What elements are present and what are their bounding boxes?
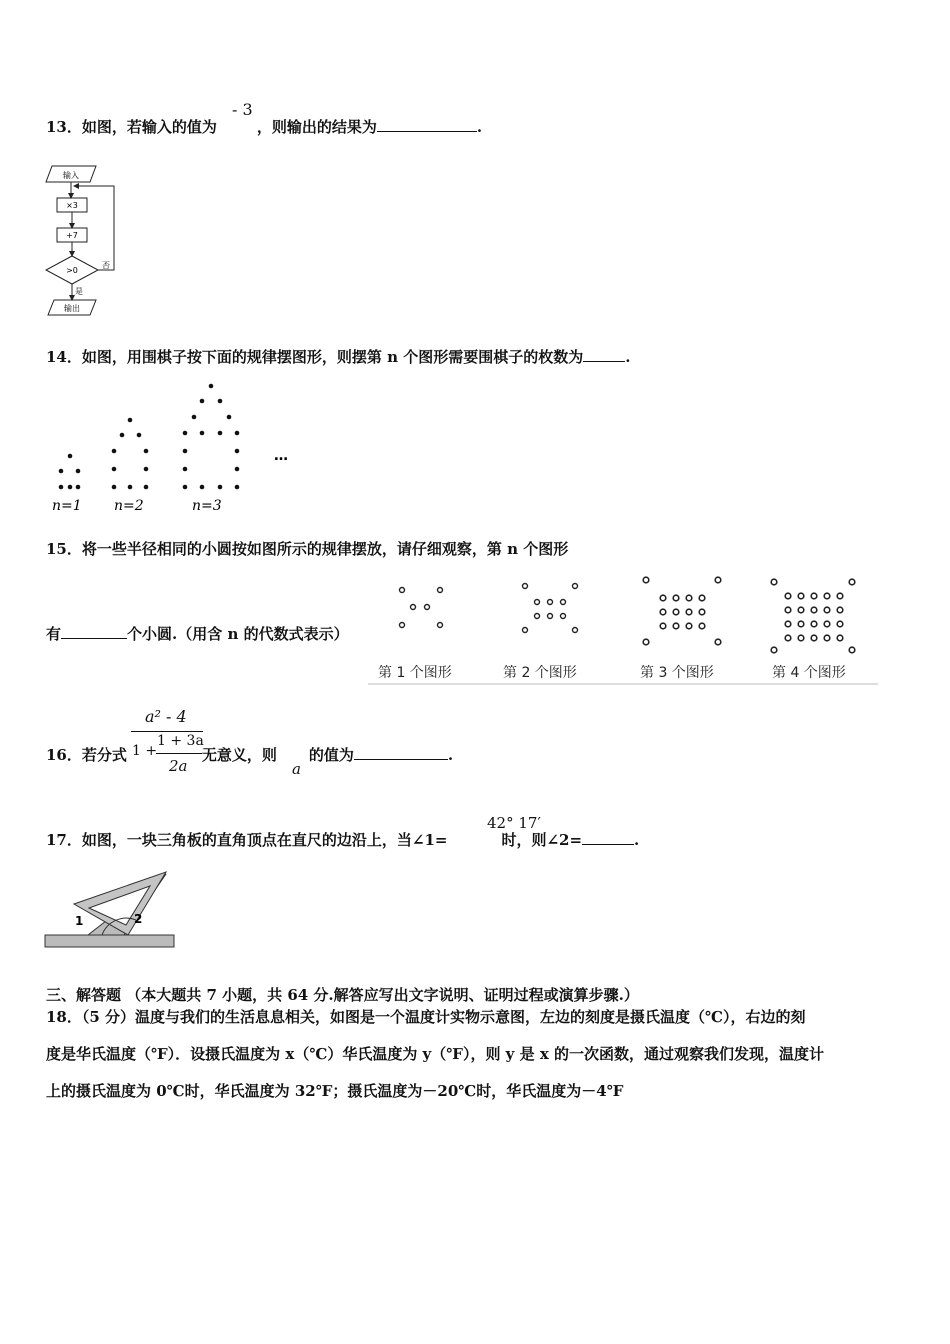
question-16: [46, 744, 453, 765]
q15-caption-1: 第 1 个图形: [378, 665, 452, 681]
section-3-title: 三、解答题 （本大题共 7 小题，共 64 分.解答应写出文字说明、证明过程或演算步骤.）: [46, 986, 639, 1004]
q14-label-n3: n=3: [192, 498, 222, 514]
circle-pattern-4: [771, 579, 855, 653]
q14-figure: [44, 378, 304, 518]
q15-answer-blank[interactable]: [61, 624, 127, 639]
question-14: [46, 346, 630, 367]
q16-end: .: [447, 746, 454, 764]
q16-var: a: [292, 760, 301, 778]
q17-end: .: [634, 831, 640, 849]
q15-figure: [368, 572, 880, 688]
q13-input-value: - 3: [232, 100, 253, 119]
q14-end: .: [625, 348, 631, 366]
go-pattern-n1: [59, 454, 81, 490]
flow-output-label: 输出: [64, 304, 80, 313]
flow-input-label: 输入: [63, 171, 79, 180]
q17-answer-blank[interactable]: [582, 830, 634, 845]
q16-numerator: a² - 4: [145, 707, 187, 726]
q16-main-bar: [131, 731, 203, 732]
q17-suffix: 时，则∠2=: [501, 831, 583, 849]
flow-multiply-label: ×3: [66, 201, 78, 210]
question-15-line1: 15．将一些半径相同的小圆按如图所示的规律摆放，请仔细观察，第 n 个图形: [46, 540, 569, 558]
ruler: [45, 935, 174, 947]
angle-2-label: 2: [134, 912, 143, 926]
q16-inner-denominator: 2a: [169, 757, 188, 775]
q13-answer-blank[interactable]: [377, 117, 477, 132]
q16-inner-numerator: 1 + 3a: [157, 733, 204, 749]
q17-figure: [44, 868, 178, 952]
flow-add-label: +7: [66, 231, 78, 240]
q16-answer-blank[interactable]: [354, 745, 448, 760]
question-17: [46, 829, 639, 850]
q14-label-n2: n=2: [114, 498, 144, 514]
q16-mid: 无意义，则: [201, 746, 277, 764]
q15-caption-2: 第 2 个图形: [503, 665, 577, 681]
q13-prefix: 13．如图，若输入的值为: [46, 118, 217, 136]
q18-line3: 上的摄氏温度为 0℃时，华氏温度为 32℉；摄氏温度为－20℃时，华氏温度为－4℉: [46, 1082, 624, 1100]
q17-angle: 42° 17′: [487, 814, 541, 832]
circle-pattern-2: [523, 584, 578, 633]
q14-label-n1: n=1: [52, 498, 82, 514]
q14-text: 14．如图，用围棋子按下面的规律摆图形，则摆第 n 个图形需要围棋子的枚数为: [46, 348, 584, 366]
q15-caption-3: 第 3 个图形: [640, 665, 714, 681]
q18-line1: 18．（5 分）温度与我们的生活息息相关，如图是一个温度计实物示意图，左边的刻度是摄氏温度（℃），右边的刻: [46, 1008, 806, 1026]
flow-yes-label: 是: [75, 287, 83, 296]
question-18: [46, 999, 906, 1110]
q14-answer-blank[interactable]: [583, 347, 625, 362]
q18-line2: 度是华氏温度（℉）．设摄氏温度为 x（℃）华氏温度为 y（℉），则 y 是 x 的一次函数，通过观察我们发现，温度计: [46, 1045, 824, 1063]
flow-no-label: 否: [102, 261, 110, 270]
q14-ellipsis: …: [274, 448, 288, 464]
q15-prefix: 有: [46, 625, 62, 643]
circle-pattern-3: [643, 577, 721, 645]
question-13: [46, 116, 482, 137]
q16-one-plus: 1 +: [132, 743, 158, 759]
flow-condition-label: >0: [66, 266, 78, 275]
q16-inner-bar: [156, 753, 202, 754]
go-pattern-n2: [112, 418, 149, 490]
circle-pattern-1: [400, 588, 443, 628]
go-pattern-n3: [183, 384, 240, 490]
q13-end: .: [476, 118, 483, 136]
q13-flowchart: [44, 160, 124, 320]
question-15-line2: [46, 623, 349, 644]
q17-prefix: 17．如图，一块三角板的直角顶点在直尺的边沿上，当∠1=: [46, 831, 448, 849]
q15-caption-4: 第 4 个图形: [772, 665, 846, 681]
q16-prefix: 16．若分式: [46, 746, 127, 764]
q16-suffix: 的值为: [308, 746, 354, 764]
angle-1-label: 1: [75, 914, 84, 928]
q13-suffix: ，则输出的结果为: [256, 118, 377, 136]
q15-suffix: 个小圆.（用含 n 的代数式表示）: [127, 625, 349, 643]
